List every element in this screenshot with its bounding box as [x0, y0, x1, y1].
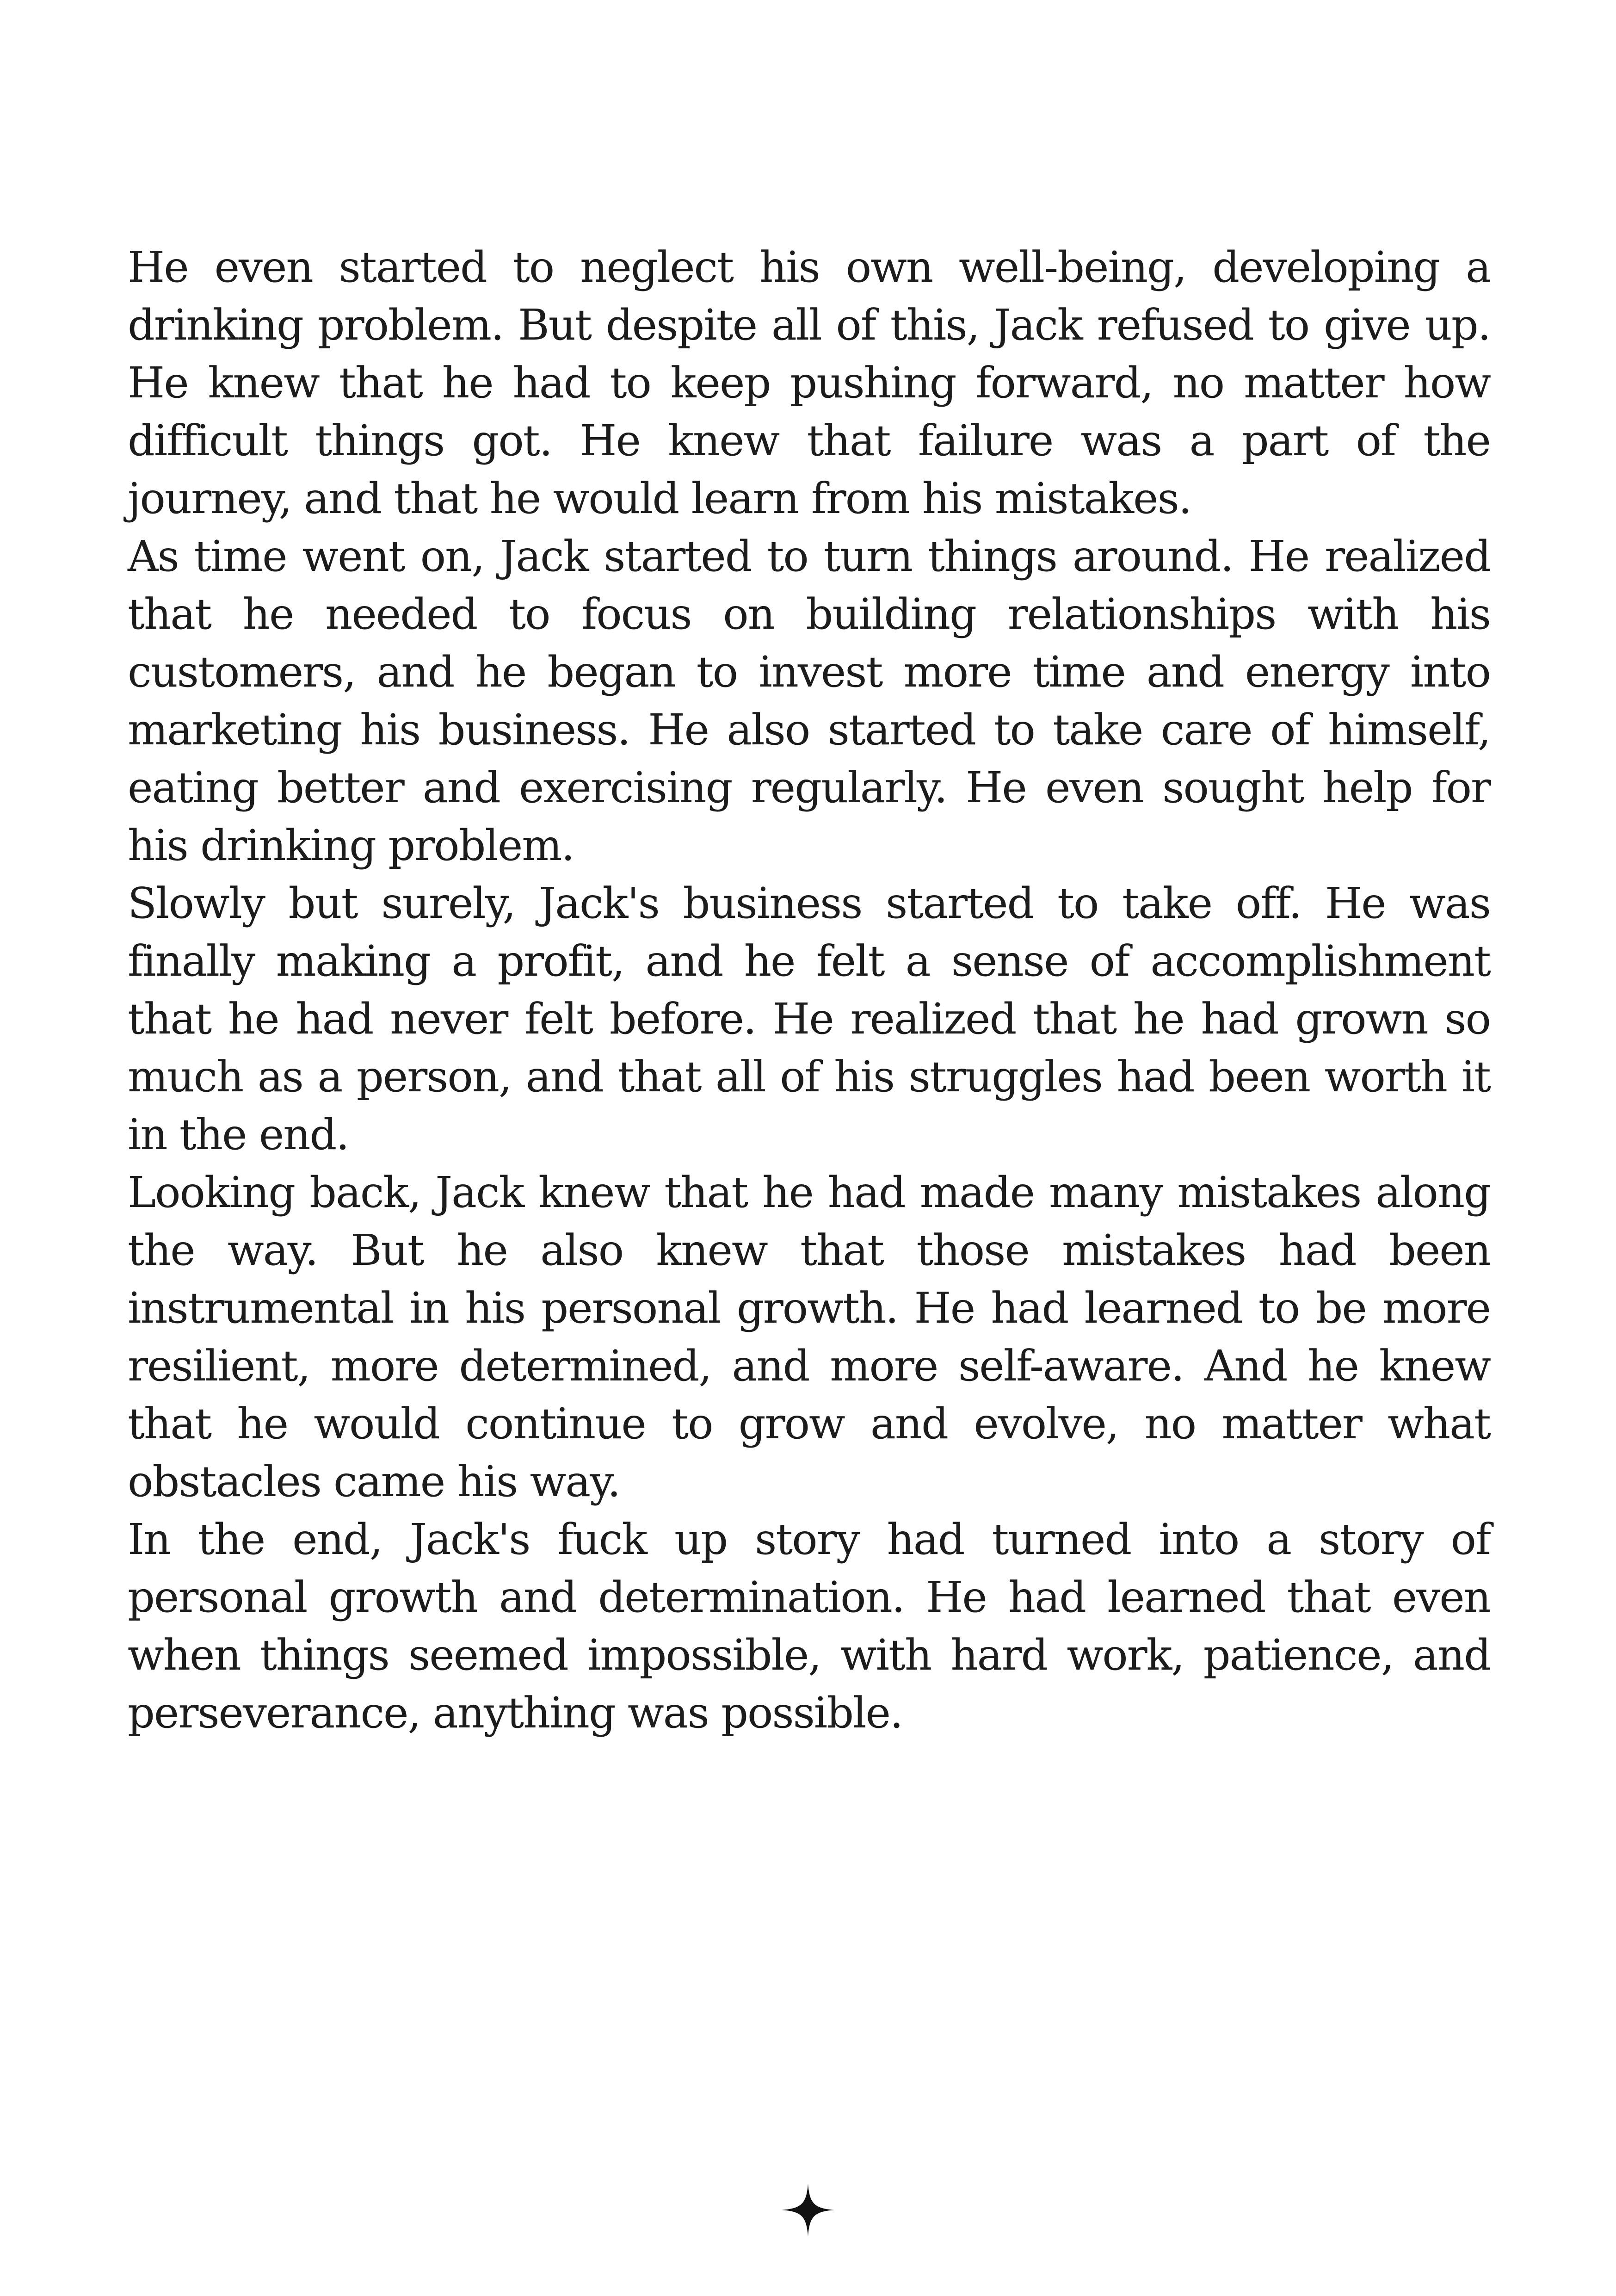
- paragraph-2: As time went on, Jack started to turn things around. He realized that he needed to focus on building relationships with his customers, and he began to invest more time and energy into marketing his business. He also started to take care of himself, eating better and exercising regularly. He even sought help for his drinking problem.: [128, 532, 1490, 870]
- body-text: [128, 238, 1490, 1742]
- paragraph-3: Slowly but surely, Jack's business started to take off. He was finally making a profit, and he felt a sense of accomplishment that he had never felt before. He realized that he had grown so much as a person, and that all of his struggles had been worth it in the end.: [128, 879, 1490, 1159]
- paragraph-5: In the end, Jack's fuck up story had turned into a story of personal growth and determination. He had learned that even when things seemed impossible, with hard work, patience, and perseverance, anything was possible.: [128, 1515, 1490, 1738]
- paragraph-1: He even started to neglect his own well-being, developing a drinking problem. But despite all of this, Jack refused to give up. He knew that he had to keep pushing forward, no matter how difficult things got. He knew that failure was a part of the journey, and that he would learn from his mistakes.: [128, 242, 1490, 523]
- paragraph-4: Looking back, Jack knew that he had made many mistakes along the way. But he also knew that those mistakes had been instrumental in his personal growth. He had learned to be more resilient, more determined, and more self-aware. And he knew that he would continue to grow and evolve, no matter what obstacles came his way.: [128, 1168, 1490, 1506]
- four-point-star-icon: [782, 2184, 834, 2236]
